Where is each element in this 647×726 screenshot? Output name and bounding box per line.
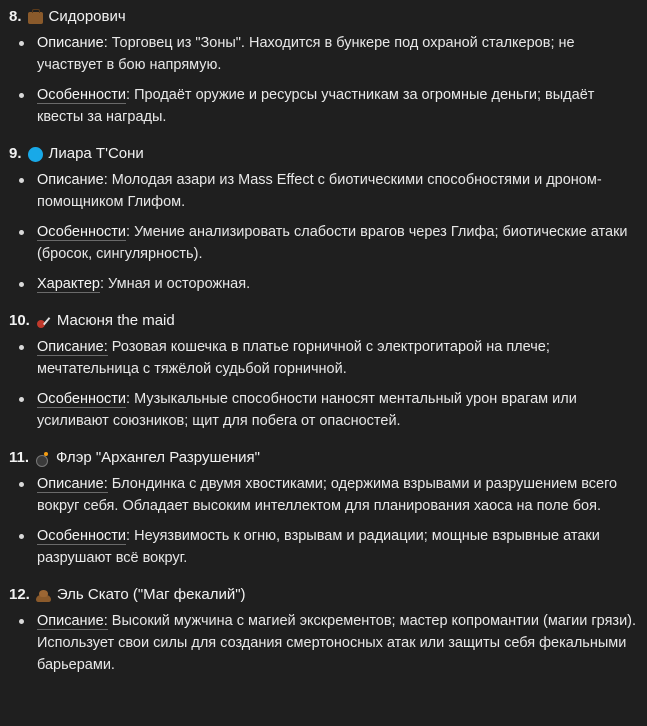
detail-label: Характер xyxy=(37,276,100,292)
poop-icon xyxy=(36,588,51,603)
detail-text: Розовая кошечка в платье горничной с электрогитарой на плече; мечтательница с тяжёлой судьбой горничной. xyxy=(37,339,550,377)
detail-text: Блондинка с двумя хвостиками; одержима взрывами и разрушением всего вокруг себя. Обладает высоким интеллектом для планирования хаоса на поле боя. xyxy=(37,476,618,514)
detail-text: : Музыкальные способности наносят ментальный урон врагам или усиливают союзников; щит для побега от опасностей. xyxy=(37,391,577,429)
entry-number: 11. xyxy=(9,449,30,466)
detail-text: : Умная и осторожная. xyxy=(99,276,251,292)
detail-item xyxy=(9,32,637,76)
detail-label: Особенности xyxy=(37,391,127,407)
detail-item xyxy=(9,610,637,676)
detail-list xyxy=(9,473,647,569)
detail-text: : Неуязвимость к огню, взрывам и радиации; мощные взрывные атаки разрушают всё вокруг. xyxy=(37,528,600,566)
character-entry xyxy=(9,141,647,295)
character-name: Флэр "Архангел Разрушения" xyxy=(56,449,260,466)
character-entry xyxy=(9,582,647,676)
character-list xyxy=(9,4,647,676)
detail-list xyxy=(9,336,647,432)
detail-list xyxy=(9,610,647,676)
detail-text: : Умение анализировать слабости врагов через Глифа; биотические атаки (бросок, сингулярность). xyxy=(37,224,628,262)
character-heading xyxy=(9,4,647,30)
detail-text: Торговец из "Зоны". Находится в бункере под охраной сталкеров; не участвует в бою напрямую. xyxy=(37,35,575,73)
character-entry xyxy=(9,4,647,128)
detail-label: Особенности xyxy=(37,224,127,240)
detail-text: Молодая азари из Mass Effect с биотическими способностями и дроном-помощником Глифом. xyxy=(37,172,602,210)
detail-label: Описание: xyxy=(37,613,108,629)
character-heading xyxy=(9,308,647,334)
character-entry xyxy=(9,308,647,432)
character-entry xyxy=(9,445,647,569)
character-heading xyxy=(9,141,647,167)
detail-label: Описание: xyxy=(37,172,108,188)
detail-label: Описание: xyxy=(37,476,108,492)
character-name: Лиара Т'Сони xyxy=(48,145,144,162)
entry-number: 9. xyxy=(9,145,22,162)
character-heading xyxy=(9,445,647,471)
briefcase-icon xyxy=(28,12,43,24)
detail-item xyxy=(9,84,637,128)
detail-item xyxy=(9,388,637,432)
bomb-icon xyxy=(35,451,50,466)
detail-text: : Продаёт оружие и ресурсы участникам за огромные деньги; выдаёт квесты за награды. xyxy=(37,87,595,125)
character-name: Сидорович xyxy=(48,8,126,25)
character-name: Эль Скато ("Маг фекалий") xyxy=(56,586,246,603)
detail-item xyxy=(9,336,637,380)
detail-label: Описание: xyxy=(37,35,108,51)
character-name: Масюня the maid xyxy=(56,312,175,329)
detail-item xyxy=(9,273,637,295)
blue-circle-icon xyxy=(28,147,43,162)
detail-text: Высокий мужчина с магией экскрементов; мастер копромантии (магии грязи). Использует свои силы для создания смертоносных атак или защиты себя фекальными барьерами. xyxy=(37,613,637,673)
detail-item xyxy=(9,221,637,265)
detail-label: Особенности xyxy=(37,528,127,544)
detail-item xyxy=(9,169,637,213)
character-heading xyxy=(9,582,647,608)
entry-number: 12. xyxy=(9,586,30,603)
detail-item xyxy=(9,473,637,517)
detail-label: Особенности xyxy=(37,87,127,103)
guitar-icon xyxy=(36,314,51,329)
detail-list xyxy=(9,32,647,128)
detail-list xyxy=(9,169,647,295)
entry-number: 10. xyxy=(9,312,30,329)
detail-item xyxy=(9,525,637,569)
entry-number: 8. xyxy=(9,8,22,25)
detail-label: Описание: xyxy=(37,339,108,355)
